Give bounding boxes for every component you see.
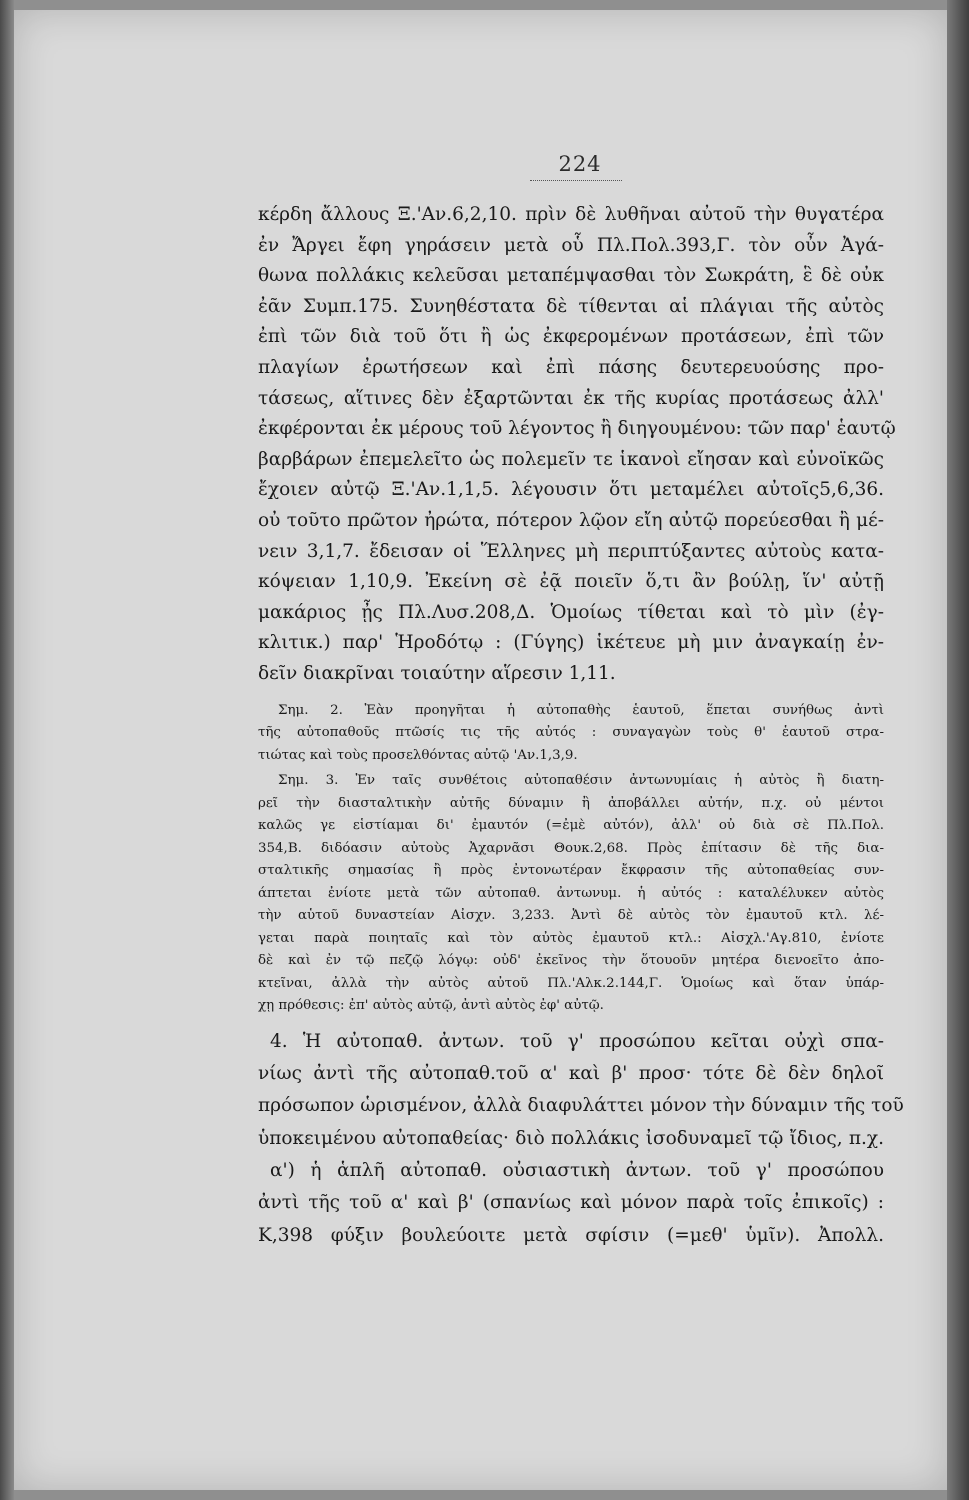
- page-number-rule: [530, 180, 622, 181]
- page-number: 224: [558, 152, 602, 176]
- section-4-line: νίως ἀντὶ τῆς αὐτοπαθ.τοῦ α' καὶ β' προσ· τότε δὲ δὲν δηλοῖ: [258, 1062, 884, 1084]
- main-text-line: ἐᾶν Συμπ.175. Συνηθέστατα δὲ τίθενται αἱ πλάγιαι τῆς αὐτὸς: [258, 295, 884, 317]
- main-text-line: κλιτικ.) παρ' Ἡροδότῳ : (Γύγης) ἱκέτευε μὴ μιν ἀναγκαίῃ ἐν-: [258, 632, 884, 654]
- section-4-line: α') ἡ ἁπλῆ αὐτοπαθ. οὐσιαστικὴ ἀντων. τοῦ γ' προσώπου: [270, 1160, 884, 1182]
- main-text-line: ἔχοιεν αὐτῷ Ξ.'Αν.1,1,5. λέγουσιν ὅτι μεταμέλει αὐτοῖς5,6,36.: [258, 479, 884, 501]
- section-4-line: Κ,398 φύξιν βουλεύοιτε μετὰ σφίσιν (=μεθ' ὑμῖν). Ἀπολλ.: [258, 1224, 884, 1246]
- main-text-line: νειν 3,1,7. ἔδεισαν οἱ Ἕλληνες μὴ περιπτύξαντες αὐτοὺς κατα-: [258, 540, 884, 562]
- section-4-line: πρόσωπον ὡρισμένον, ἀλλὰ διαφυλάττει μόνον τὴν δύναμιν τῆς τοῦ: [258, 1095, 904, 1117]
- note-3-line: ρεῖ τὴν διασταλτικὴν αὐτῆς δύναμιν ἢ ἀποβάλλει αὐτήν, π.χ. οὐ μέντοι: [258, 795, 884, 811]
- book-gutter-left: [0, 0, 14, 1500]
- main-text-line: μακάριος ᾖς Πλ.Λυσ.208,Δ. Ὁμοίως τίθεται καὶ τὸ μὶν (ἐγ-: [258, 601, 884, 623]
- note-3-line: καλῶς γε εἱστίαμαι δι' ἐμαυτόν (=ἐμὲ αὐτόν), ἀλλ' οὐ διὰ σὲ Πλ.Πολ.: [258, 818, 884, 833]
- main-text-line: ἐκφέρονται ἐκ μέρους τοῦ λέγοντος ἢ διηγουμένου: τῶν παρ' ἑαυτῷ: [258, 418, 896, 440]
- note-2-line: τιώτας καὶ τοὺς προσελθόντας αὐτῷ 'Αν.1,3,9.: [258, 747, 578, 763]
- book-edge-right: [947, 0, 969, 1500]
- note-3: [258, 770, 884, 1018]
- section-4-line: ἀντὶ τῆς τοῦ α' καὶ β' (σπανίως καὶ μόνον παρὰ τοῖς ἐπικοῖς) :: [258, 1192, 884, 1214]
- note-3-line: άπτεται ἐνίοτε μετὰ τῶν αὐτοπαθ. ἀντωνυμ. ἡ αὐτός : καταλέλυκεν αὐτὸς: [258, 885, 884, 901]
- note-3-line: γεται παρὰ ποιηταῖς καὶ τὸν αὐτὸς ἐμαυτοῦ κτλ.: Αἰσχλ.'Αγ.810, ἐνίοτε: [258, 930, 884, 946]
- note-3-line: δὲ καὶ ἐν τῷ πεζῷ λόγῳ: οὐδ' ἐκεῖνος τὴν ὅτουοῦν μητέρα διενοεῖτο ἀπο-: [258, 953, 884, 968]
- note-2: [258, 700, 884, 768]
- main-text-line: βαρβάρων ἐπεμελεῖτο ὡς πολεμεῖν τε ἱκανοὶ εἴησαν καὶ εὐνοϊκῶς: [258, 448, 884, 470]
- main-text-line: ἐπὶ τῶν διὰ τοῦ ὅτι ἢ ὡς ἐκφερομένων προτάσεων, ἐπὶ τῶν: [258, 326, 884, 348]
- note-3-line: τὴν αὑτοῦ δυναστείαν Αἰσχν. 3,233. Ἀντὶ δὲ αὐτὸς τὸν ἐμαυτοῦ κτλ. λέ-: [258, 908, 884, 923]
- section-4: [258, 1026, 904, 1253]
- page-body: [258, 200, 904, 1252]
- note-3-line: σταλτικῆς σημασίας ἢ πρὸς ἐντονωτέραν ἔκφρασιν τῆς αὐτοπαθείας συν-: [258, 863, 884, 878]
- main-text-line: κέρδη ἄλλους Ξ.'Αν.6,2,10. πρὶν δὲ λυθῆναι αὐτοῦ τὴν θυγατέρα: [258, 204, 884, 225]
- note-3-line: Σημ. 3. Ἐν ταῖς συνθέτοις αὐτοπαθέσιν ἀντωνυμίαις ἡ αὐτὸς ἢ διατη-: [278, 773, 884, 788]
- main-text-line: πλαγίων ἐρωτήσεων καὶ ἐπὶ πάσης δευτερευούσης προ-: [258, 356, 884, 378]
- section-4-line: ὑποκειμένου αὐτοπαθείας· διὸ πολλάκις ἰσοδυναμεῖ τῷ ἴδιος, π.χ.: [258, 1127, 884, 1149]
- note-3-line: 354,Β. διδόασιν αὐτοὺς Ἀχαρνᾶσι Θουκ.2,68. Πρὸς ἐπίτασιν δὲ τῆς δια-: [258, 840, 884, 856]
- main-paragraph: [258, 200, 896, 690]
- main-text-line: ἐν Ἄργει ἔφη γηράσειν μετὰ οὗ Πλ.Πολ.393,Γ. τὸν οὖν Ἀγά-: [258, 234, 884, 256]
- main-text-line: θωνα πολλάκις κελεῦσαι μεταπέμψασθαι τὸν Σωκράτη, ἓ δὲ οὐκ: [258, 265, 884, 287]
- main-text-line: οὐ τοῦτο πρῶτον ἠρώτα, πότερον λῷον εἴη αὐτῷ πορεύεσθαι ἢ μέ-: [258, 509, 884, 531]
- note-3-line: χῃ πρόθεσις: ἐπ' αὐτὸς αὐτῷ, ἀντὶ αὐτὸς ἐφ' αὐτῷ.: [258, 998, 604, 1013]
- note-3-line: κτεῖναι, ἀλλὰ τὴν αὐτὸς αὐτοῦ Πλ.'Αλκ.2.144,Γ. Ὁμοίως καὶ ὅταν ὑπάρ-: [258, 975, 884, 991]
- main-text-line: τάσεως, αἵτινες δὲν ἐξαρτῶνται ἐκ τῆς κυρίας προτάσεως ἀλλ': [258, 387, 884, 409]
- main-text-line: κόψειαν 1,10,9. Ἐκείνη σὲ ἐᾷ ποιεῖν ὅ,τι ἂν βούλῃ, ἵν' αὐτῇ: [258, 571, 884, 593]
- section-4-line: 4. Ἡ αὐτοπαθ. ἀντων. τοῦ γ' προσώπου κεῖται οὐχὶ σπα-: [270, 1030, 884, 1052]
- note-2-line: τῆς αὐτοπαθοῦς πτῶσίς τις τῆς αὐτός : συναγαγὼν τοὺς θ' ἑαυτοῦ στρα-: [258, 725, 884, 740]
- note-2-line: Σημ. 2. Ἐὰν προηγῆται ἡ αὐτοπαθὴς ἑαυτοῦ, ἕπεται συνήθως ἀντὶ: [278, 702, 884, 718]
- main-text-line: δεῖν διακρῖναι τοιαύτην αἵρεσιν 1,11.: [258, 662, 616, 684]
